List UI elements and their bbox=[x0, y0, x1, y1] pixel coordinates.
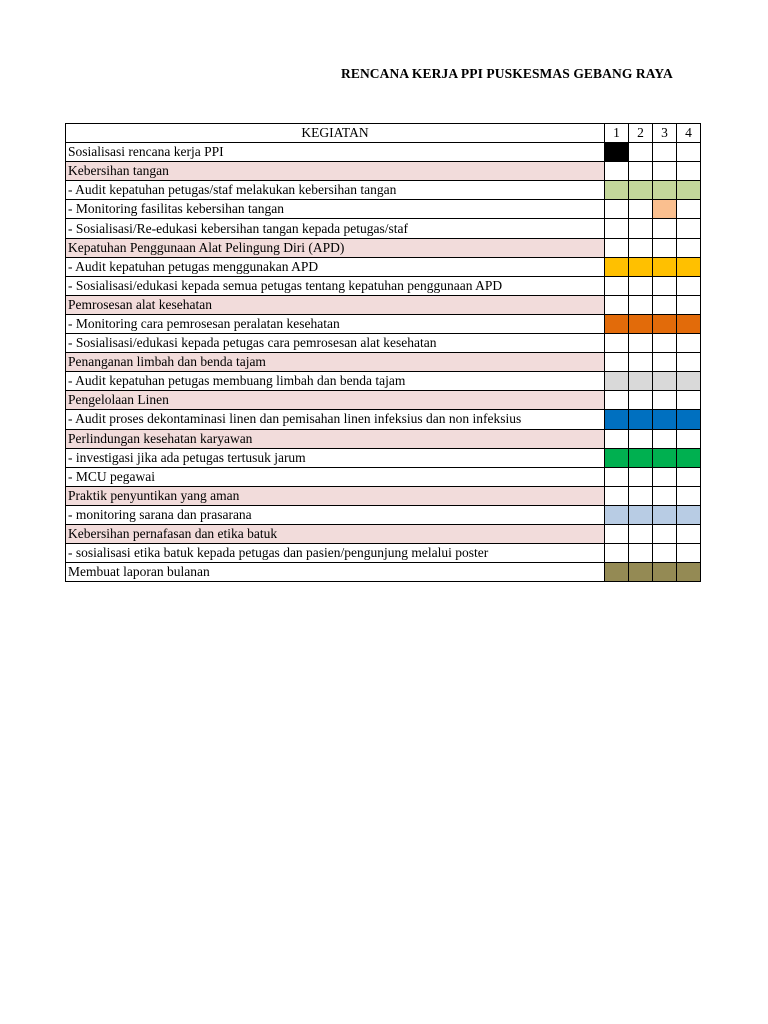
week-1-cell bbox=[605, 544, 629, 563]
week-2-cell bbox=[629, 314, 653, 333]
table-row bbox=[66, 544, 701, 563]
week-2-cell bbox=[629, 143, 653, 162]
table-row bbox=[66, 200, 701, 219]
activity-label: - investigasi jika ada petugas tertusuk jarum bbox=[66, 448, 605, 467]
title-container bbox=[300, 64, 703, 86]
week-4-cell bbox=[677, 295, 701, 314]
week-3-cell bbox=[653, 257, 677, 276]
week-4-cell bbox=[677, 524, 701, 543]
week-2-cell bbox=[629, 524, 653, 543]
section-row bbox=[66, 295, 701, 314]
header-week-4: 4 bbox=[677, 124, 701, 143]
table-row bbox=[66, 257, 701, 276]
section-row bbox=[66, 353, 701, 372]
week-3-cell bbox=[653, 200, 677, 219]
activity-label: - Monitoring cara pemrosesan peralatan kesehatan bbox=[66, 314, 605, 333]
week-1-cell bbox=[605, 410, 629, 429]
week-1-cell bbox=[605, 372, 629, 391]
activity-label: - Sosialisasi/edukasi kepada semua petugas tentang kepatuhan penggunaan APD bbox=[66, 276, 605, 295]
week-3-cell bbox=[653, 353, 677, 372]
week-4-cell bbox=[677, 200, 701, 219]
week-3-cell bbox=[653, 276, 677, 295]
week-4-cell bbox=[677, 391, 701, 410]
week-4-cell bbox=[677, 162, 701, 181]
week-1-cell bbox=[605, 295, 629, 314]
week-4-cell bbox=[677, 143, 701, 162]
week-2-cell bbox=[629, 295, 653, 314]
section-row bbox=[66, 238, 701, 257]
week-2-cell bbox=[629, 467, 653, 486]
week-2-cell bbox=[629, 486, 653, 505]
week-3-cell bbox=[653, 314, 677, 333]
week-3-cell bbox=[653, 295, 677, 314]
table-row bbox=[66, 563, 701, 582]
section-label: Kepatuhan Penggunaan Alat Pelingung Diri (APD) bbox=[66, 238, 605, 257]
week-2-cell bbox=[629, 505, 653, 524]
table-row bbox=[66, 467, 701, 486]
header-activity: KEGIATAN bbox=[66, 124, 605, 143]
week-4-cell bbox=[677, 353, 701, 372]
activity-label: Membuat laporan bulanan bbox=[66, 563, 605, 582]
week-3-cell bbox=[653, 334, 677, 353]
week-4-cell bbox=[677, 429, 701, 448]
week-2-cell bbox=[629, 257, 653, 276]
section-row bbox=[66, 429, 701, 448]
week-4-cell bbox=[677, 219, 701, 238]
table-row bbox=[66, 410, 701, 429]
week-4-cell bbox=[677, 372, 701, 391]
table-row bbox=[66, 448, 701, 467]
week-1-cell bbox=[605, 353, 629, 372]
week-1-cell bbox=[605, 448, 629, 467]
section-row bbox=[66, 524, 701, 543]
activity-label: - MCU pegawai bbox=[66, 467, 605, 486]
section-label: Penanganan limbah dan benda tajam bbox=[66, 353, 605, 372]
week-2-cell bbox=[629, 391, 653, 410]
week-2-cell bbox=[629, 334, 653, 353]
week-3-cell bbox=[653, 410, 677, 429]
activity-label: - Audit kepatuhan petugas/staf melakukan kebersihan tangan bbox=[66, 181, 605, 200]
document-title: RENCANA KERJA PPI PUSKESMAS GEBANG RAYA bbox=[341, 66, 673, 81]
week-2-cell bbox=[629, 353, 653, 372]
week-1-cell bbox=[605, 276, 629, 295]
section-label: Perlindungan kesehatan karyawan bbox=[66, 429, 605, 448]
week-3-cell bbox=[653, 391, 677, 410]
week-4-cell bbox=[677, 563, 701, 582]
week-2-cell bbox=[629, 200, 653, 219]
activity-label: - Audit proses dekontaminasi linen dan pemisahan linen infeksius dan non infeksius bbox=[66, 410, 605, 429]
activity-label: - Monitoring fasilitas kebersihan tangan bbox=[66, 200, 605, 219]
week-1-cell bbox=[605, 314, 629, 333]
table-row bbox=[66, 219, 701, 238]
week-4-cell bbox=[677, 467, 701, 486]
table-row bbox=[66, 505, 701, 524]
week-3-cell bbox=[653, 448, 677, 467]
week-4-cell bbox=[677, 505, 701, 524]
week-2-cell bbox=[629, 181, 653, 200]
week-3-cell bbox=[653, 467, 677, 486]
week-2-cell bbox=[629, 448, 653, 467]
table-row bbox=[66, 334, 701, 353]
week-2-cell bbox=[629, 238, 653, 257]
week-1-cell bbox=[605, 143, 629, 162]
week-4-cell bbox=[677, 257, 701, 276]
header-week-2: 2 bbox=[629, 124, 653, 143]
section-row bbox=[66, 391, 701, 410]
week-1-cell bbox=[605, 429, 629, 448]
week-1-cell bbox=[605, 257, 629, 276]
week-1-cell bbox=[605, 524, 629, 543]
week-2-cell bbox=[629, 410, 653, 429]
week-1-cell bbox=[605, 334, 629, 353]
activity-label: Sosialisasi rencana kerja PPI bbox=[66, 143, 605, 162]
activity-label: - Audit kepatuhan petugas membuang limbah dan benda tajam bbox=[66, 372, 605, 391]
week-2-cell bbox=[629, 219, 653, 238]
week-1-cell bbox=[605, 563, 629, 582]
week-2-cell bbox=[629, 276, 653, 295]
week-4-cell bbox=[677, 544, 701, 563]
table-row bbox=[66, 372, 701, 391]
week-2-cell bbox=[629, 162, 653, 181]
table-body bbox=[66, 143, 701, 582]
section-row bbox=[66, 486, 701, 505]
week-3-cell bbox=[653, 181, 677, 200]
week-3-cell bbox=[653, 524, 677, 543]
week-3-cell bbox=[653, 162, 677, 181]
week-1-cell bbox=[605, 181, 629, 200]
week-3-cell bbox=[653, 238, 677, 257]
header-week-3: 3 bbox=[653, 124, 677, 143]
week-2-cell bbox=[629, 544, 653, 563]
week-2-cell bbox=[629, 372, 653, 391]
week-4-cell bbox=[677, 181, 701, 200]
week-3-cell bbox=[653, 563, 677, 582]
table-row bbox=[66, 181, 701, 200]
week-1-cell bbox=[605, 238, 629, 257]
week-1-cell bbox=[605, 505, 629, 524]
week-3-cell bbox=[653, 372, 677, 391]
week-1-cell bbox=[605, 200, 629, 219]
activity-label: - Sosialisasi/Re-edukasi kebersihan tangan kepada petugas/staf bbox=[66, 219, 605, 238]
section-label: Praktik penyuntikan yang aman bbox=[66, 486, 605, 505]
week-4-cell bbox=[677, 486, 701, 505]
table-row bbox=[66, 276, 701, 295]
week-2-cell bbox=[629, 563, 653, 582]
table-row bbox=[66, 314, 701, 333]
table-row bbox=[66, 143, 701, 162]
week-4-cell bbox=[677, 410, 701, 429]
week-3-cell bbox=[653, 486, 677, 505]
section-label: Kebersihan pernafasan dan etika batuk bbox=[66, 524, 605, 543]
week-4-cell bbox=[677, 314, 701, 333]
section-label: Pengelolaan Linen bbox=[66, 391, 605, 410]
section-label: Kebersihan tangan bbox=[66, 162, 605, 181]
week-4-cell bbox=[677, 276, 701, 295]
activity-label: - Audit kepatuhan petugas menggunakan APD bbox=[66, 257, 605, 276]
week-1-cell bbox=[605, 219, 629, 238]
week-4-cell bbox=[677, 238, 701, 257]
week-3-cell bbox=[653, 505, 677, 524]
header-row bbox=[66, 124, 701, 143]
section-row bbox=[66, 162, 701, 181]
week-1-cell bbox=[605, 162, 629, 181]
week-1-cell bbox=[605, 391, 629, 410]
week-1-cell bbox=[605, 467, 629, 486]
week-1-cell bbox=[605, 486, 629, 505]
week-2-cell bbox=[629, 429, 653, 448]
week-3-cell bbox=[653, 219, 677, 238]
activity-label: - sosialisasi etika batuk kepada petugas dan pasien/pengunjung melalui poster bbox=[66, 544, 605, 563]
activity-label: - monitoring sarana dan prasarana bbox=[66, 505, 605, 524]
activity-label: - Sosialisasi/edukasi kepada petugas cara pemrosesan alat kesehatan bbox=[66, 334, 605, 353]
section-label: Pemrosesan alat kesehatan bbox=[66, 295, 605, 314]
week-3-cell bbox=[653, 429, 677, 448]
work-plan-table bbox=[65, 123, 701, 582]
week-3-cell bbox=[653, 544, 677, 563]
week-4-cell bbox=[677, 448, 701, 467]
week-3-cell bbox=[653, 143, 677, 162]
week-4-cell bbox=[677, 334, 701, 353]
header-week-1: 1 bbox=[605, 124, 629, 143]
